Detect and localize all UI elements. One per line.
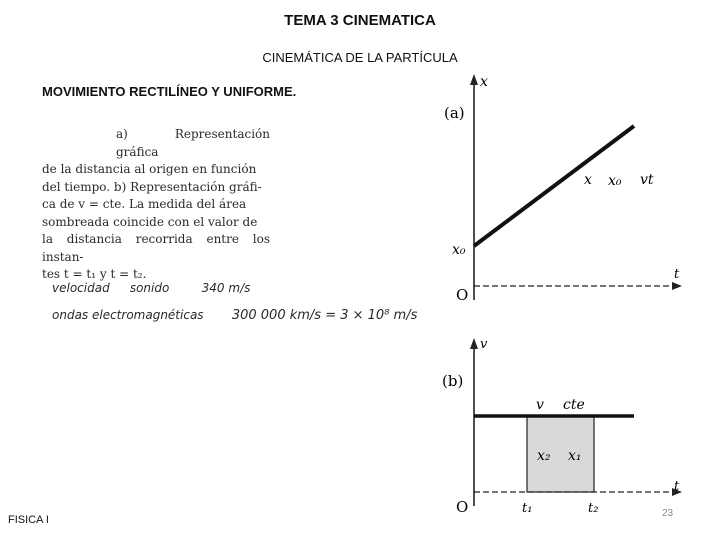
x-axis-label: t xyxy=(674,267,680,282)
sound-speed-value: 340 m/s xyxy=(201,281,251,295)
area-label-part: x₂ xyxy=(537,448,551,464)
t1-tick-label: t₁ xyxy=(522,501,533,516)
equation-part: v xyxy=(536,397,544,413)
caption-line: a) Representación gráfica xyxy=(116,127,270,159)
panel-label-b: (b) xyxy=(442,372,464,390)
intercept-label: x₀ xyxy=(452,242,466,258)
origin-label: O xyxy=(456,286,469,304)
t2-tick-label: t₂ xyxy=(588,501,599,516)
em-speed-label: ondas electromagnéticas xyxy=(52,308,204,322)
page-number: 23 xyxy=(662,508,674,519)
em-speed-value: 300 000 km/s = 3 × 10⁸ m/s xyxy=(231,308,418,323)
caption-line: ca de v = cte. La medida del área xyxy=(42,197,247,211)
position-time-graph xyxy=(430,68,690,318)
equation-part: vt xyxy=(640,172,654,188)
equation-part: x₀ xyxy=(608,173,622,189)
slide-title: TEMA 3 CINEMATICA xyxy=(284,12,436,29)
sound-medium-label: sonido xyxy=(129,281,170,295)
caption-line: sombreada coincide con el valor de xyxy=(42,214,258,229)
caption-line: de la distancia al origen en función xyxy=(42,162,257,176)
area-label-part: x₁ xyxy=(568,448,582,464)
origin-label: O xyxy=(456,498,469,516)
x-axis-label: t xyxy=(674,479,680,494)
sound-speed-row xyxy=(52,281,250,295)
x-axis-arrow-icon xyxy=(672,282,682,290)
y-axis-arrow-icon xyxy=(470,74,478,85)
equation-part: x xyxy=(584,172,592,188)
equation-part: cte xyxy=(563,397,585,413)
section-heading: MOVIMIENTO RECTILÍNEO Y UNIFORME. xyxy=(42,84,297,99)
velocity-time-graph xyxy=(430,330,690,520)
caption-line: la distancia recorrida entre los instan- xyxy=(42,232,270,264)
course-footer: FISICA I xyxy=(8,514,49,526)
sound-speed-label: velocidad xyxy=(52,281,110,295)
y-axis-label: x xyxy=(480,74,488,90)
figure-caption xyxy=(42,126,270,284)
slide-subtitle: CINEMÁTICA DE LA PARTÍCULA xyxy=(262,50,458,65)
em-speed-row xyxy=(52,308,417,323)
y-axis-arrow-icon xyxy=(470,338,478,349)
panel-label-a: (a) xyxy=(444,104,465,122)
y-axis-label: v xyxy=(480,337,488,352)
caption-line: tes t = t₁ y t = t₂. xyxy=(42,267,147,281)
caption-line: del tiempo. b) Representación gráfi- xyxy=(42,179,262,194)
